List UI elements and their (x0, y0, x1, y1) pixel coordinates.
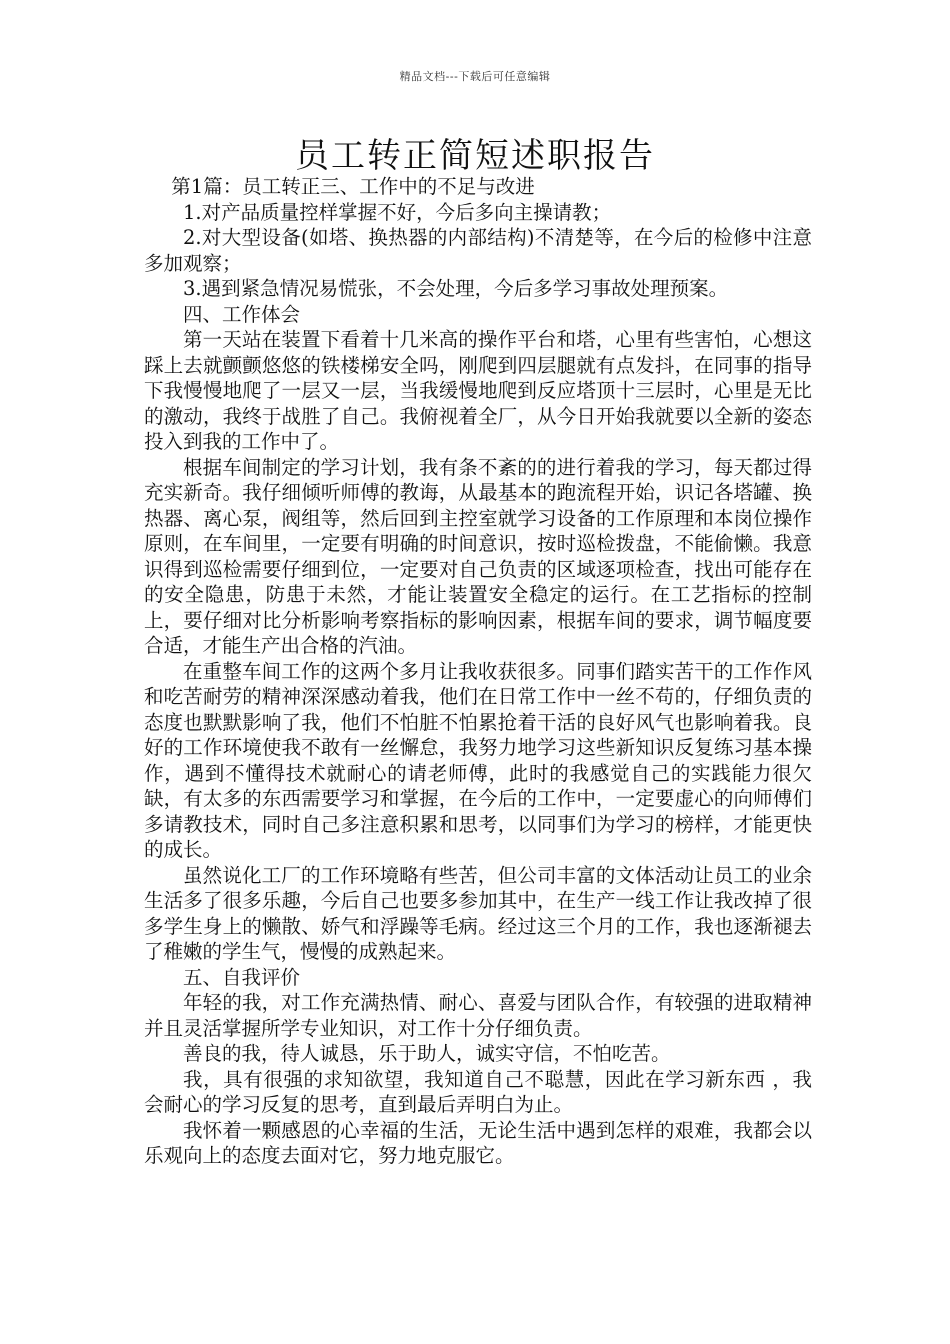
paragraph: 根据车间制定的学习计划，我有条不紊的的进行着我的学习，每天都过得充实新奇。我仔细倾听师傅的教诲，从最基本的跑流程开始，识记各塔罐、换热器、离心泵，阀组等，然后回到主控室就学习设备的工作原理和本岗位操作原则，在车间里，一定要有明确的时间意识，按时巡检拨盘，不能偷懒。我意识得到巡检需要仔细到位，一定要对自己负责的区域逐项检查，找出可能存在的安全隐患，防患于未然，才能让装置安全稳定的运行。在工艺指标的控制上，要仔细对比分析影响考察指标的影响因素，根据车间的要求，调节幅度要合适，才能生产出合格的汽油。 (144, 455, 812, 657)
paragraph-item-2: 2.对大型设备(如塔、换热器的内部结构)不清楚等，在今后的检修中注意多加观察； (144, 226, 812, 275)
paragraph: 在重整车间工作的这两个多月让我收获很多。同事们踏实苦干的工作作风和吃苦耐劳的精神深深感动着我，他们在日常工作中一丝不苟的，仔细负责的态度也默默影响了我，他们不怕脏不怕累抢着干活的良好风气也影响着我。良好的工作环境使我不敢有一丝懈怠，我努力地学习这些新知识反复练习基本操作，遇到不懂得技术就耐心的请老师傅，此时的我感觉自己的实践能力很欠缺，有太多的东西需要学习和掌握，在今后的工作中，一定要虚心的向师傅们多请教技术，同时自己多注意积累和思考，以同事们为学习的榜样，才能更快的成长。 (144, 659, 812, 861)
document-title: 员工转正简短述职报告 (295, 136, 655, 176)
paragraph: 我，具有很强的求知欲望，我知道自己不聪慧，因此在学习新东西 ，我会耐心的学习反复的思考，直到最后弄明白为止。 (144, 1067, 812, 1116)
paragraph: 年轻的我，对工作充满热情、耐心、喜爱与团队合作，有较强的进取精神 并且灵活掌握所学专业知识，对工作十分仔细负责。 (144, 991, 812, 1040)
section-heading-4: 四、工作体会 (183, 302, 301, 326)
paragraph: 善良的我，待人诚恳，乐于助人，诚实守信，不怕吃苦。 (183, 1042, 671, 1065)
paragraph-intro: 第1篇：员工转正三、工作中的不足与改进 (171, 175, 535, 198)
page-header: 精品文档---下载后可任意编辑 (399, 70, 551, 83)
section-heading-5: 五、自我评价 (183, 965, 301, 989)
paragraph-item-1: 1.对产品质量控样掌握不好，今后多向主操请教； (183, 200, 612, 224)
paragraph: 我怀着一颗感恩的心幸福的生活，无论生活中遇到怎样的艰难，我都会以乐观向上的态度去面对它，努力地克服它。 (144, 1118, 812, 1167)
paragraph: 第一天站在装置下看着十几米高的操作平台和塔，心里有些害怕，心想这踩上去就颤颤悠悠的铁楼梯安全吗，刚爬到四层腿就有点发抖，在同事的指导下我慢慢地爬了一层又一层，当我缓慢地爬到反应塔顶十三层时，心里是无比的激动，我终于战胜了自己。我俯视着全厂，从今日开始我就要以全新的姿态投入到我的工作中了。 (144, 328, 812, 453)
paragraph-item-3: 3.遇到紧急情况易慌张，不会处理，今后多学习事故处理预案。 (183, 277, 729, 300)
document-body (144, 174, 812, 1169)
paragraph: 虽然说化工厂的工作环境略有些苦，但公司丰富的文体活动让员工的业余生活多了很多乐趣，今后自己也要多参加其中，在生产一线工作让我改掉了很多学生身上的懒散、娇气和浮躁等毛病。经过这三个月的工作，我也逐渐褪去了稚嫩的学生气，慢慢的成熟起来。 (144, 863, 812, 963)
